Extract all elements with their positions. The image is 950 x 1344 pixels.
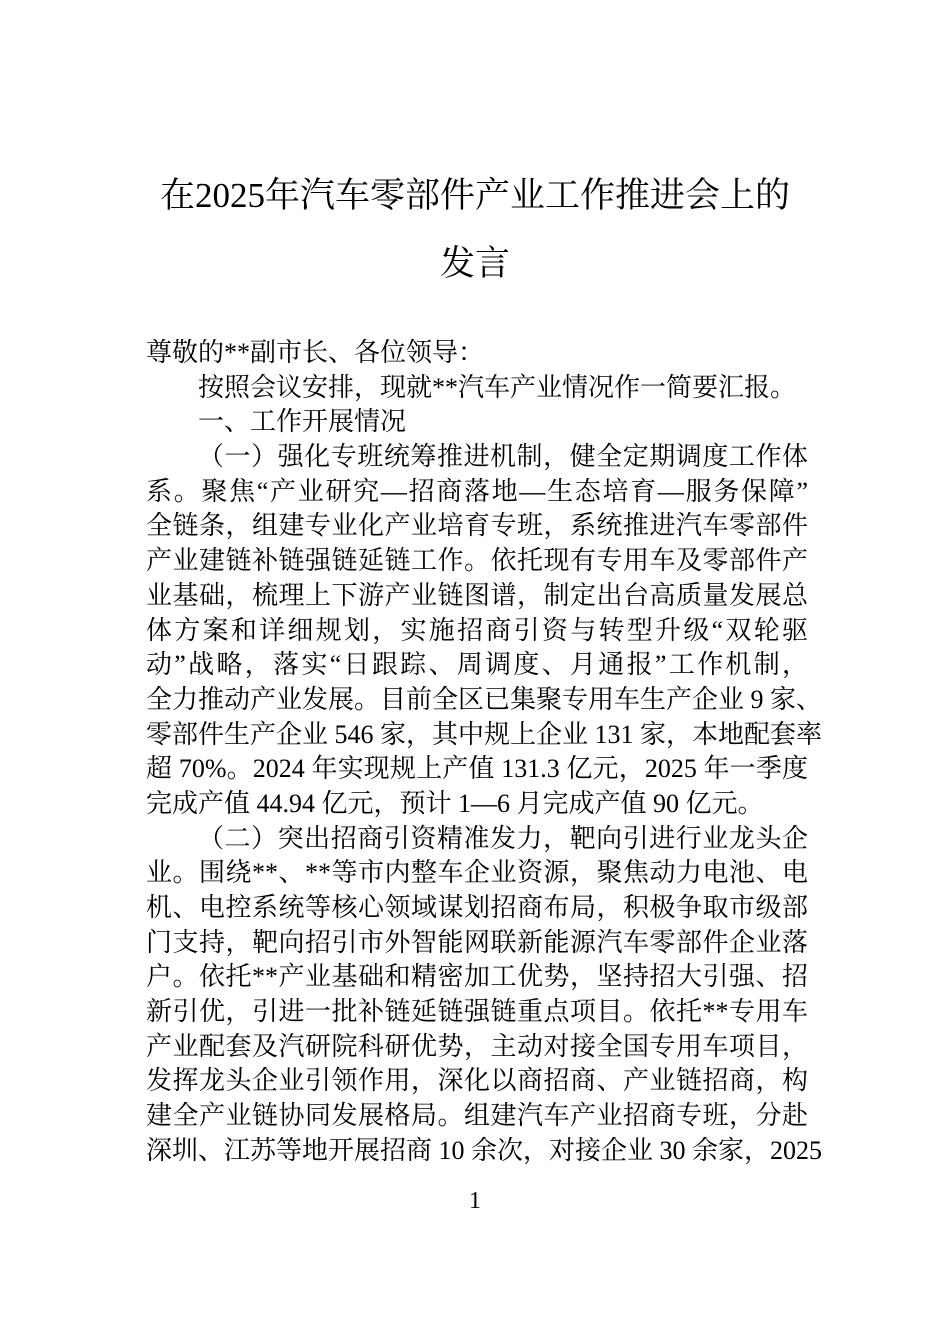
title-line: 在2025年汽车零部件产业工作推进会上的 xyxy=(159,176,790,215)
paragraph-line: 建全产业链协同发展格局。组建汽车产业招商专班，分赴 xyxy=(146,1101,808,1131)
paragraph-line: 户。依托**产业基础和精密加工优势，坚持招大引强、招 xyxy=(146,962,808,992)
paragraph-line: 完成产值 44.94 亿元，预计 1—6 月完成产值 90 亿元。 xyxy=(146,788,764,818)
paragraph-line: 业。围绕**、**等市内整车企业资源，聚焦动力电池、电 xyxy=(146,858,808,888)
paragraph-line: 产业配套及汽研院科研优势，主动对接全国专用车项目， xyxy=(146,1031,808,1061)
salutation: 尊敬的**副市长、各位领导： xyxy=(146,338,485,367)
page-number: 1 xyxy=(469,1188,481,1214)
intro-paragraph: 按照会议安排，现就**汽车产业情况作一简要汇报。 xyxy=(198,372,797,402)
paragraph-line: 业基础，梳理上下游产业链图谱，制定出台高质量发展总 xyxy=(146,580,808,610)
paragraph-line: （一）强化专班统筹推进机制，健全定期调度工作体 xyxy=(198,442,808,472)
paragraph-line: 零部件生产企业 546 家，其中规上企业 131 家，本地配套率 xyxy=(146,719,823,749)
paragraph-line: 产业建链补链强链延链工作。依托现有专用车及零部件产 xyxy=(146,546,808,576)
paragraph-line: 系。聚焦“产业研究—招商落地—生态培育—服务保障” xyxy=(146,476,808,506)
paragraph-2 xyxy=(146,822,823,1169)
document-title xyxy=(140,162,810,298)
paragraph-line: 门支持，靶向招引市外智能网联新能源汽车零部件企业落 xyxy=(146,927,808,957)
paragraph-line: 全链条，组建专业化产业培育专班，系统推进汽车零部件 xyxy=(146,511,808,541)
paragraph-line: 体方案和详细规划，实施招商引资与转型升级“双轮驱 xyxy=(146,615,808,645)
paragraph-line: 超 70%。2024 年实现规上产值 131.3 亿元，2025 年一季度 xyxy=(146,754,808,784)
paragraph-line: 机、电控系统等核心领域谋划招商布局，积极争取市级部 xyxy=(146,893,808,922)
title-line: 发言 xyxy=(439,244,510,283)
paragraph-line: 全力推动产业发展。目前全区已集聚专用车生产企业 9 家、 xyxy=(146,684,823,714)
paragraph-line: （二）突出招商引资精准发力，靶向引进行业龙头企 xyxy=(198,823,808,853)
paragraph-line: 发挥龙头企业引领作用，深化以商招商、产业链招商，构 xyxy=(146,1066,808,1096)
paragraph-line: 动”战略，落实“日跟踪、周调度、月通报”工作机制， xyxy=(146,650,808,680)
document-body xyxy=(146,336,823,1169)
section-heading: 一、工作开展情况 xyxy=(198,407,407,437)
paragraph-line: 新引优，引进一批补链延链强链重点项目。依托**专用车 xyxy=(146,997,808,1027)
paragraph-line: 深圳、江苏等地开展招商 10 余次，对接企业 30 余家，2025 xyxy=(146,1135,823,1165)
paragraph-1 xyxy=(146,440,823,822)
